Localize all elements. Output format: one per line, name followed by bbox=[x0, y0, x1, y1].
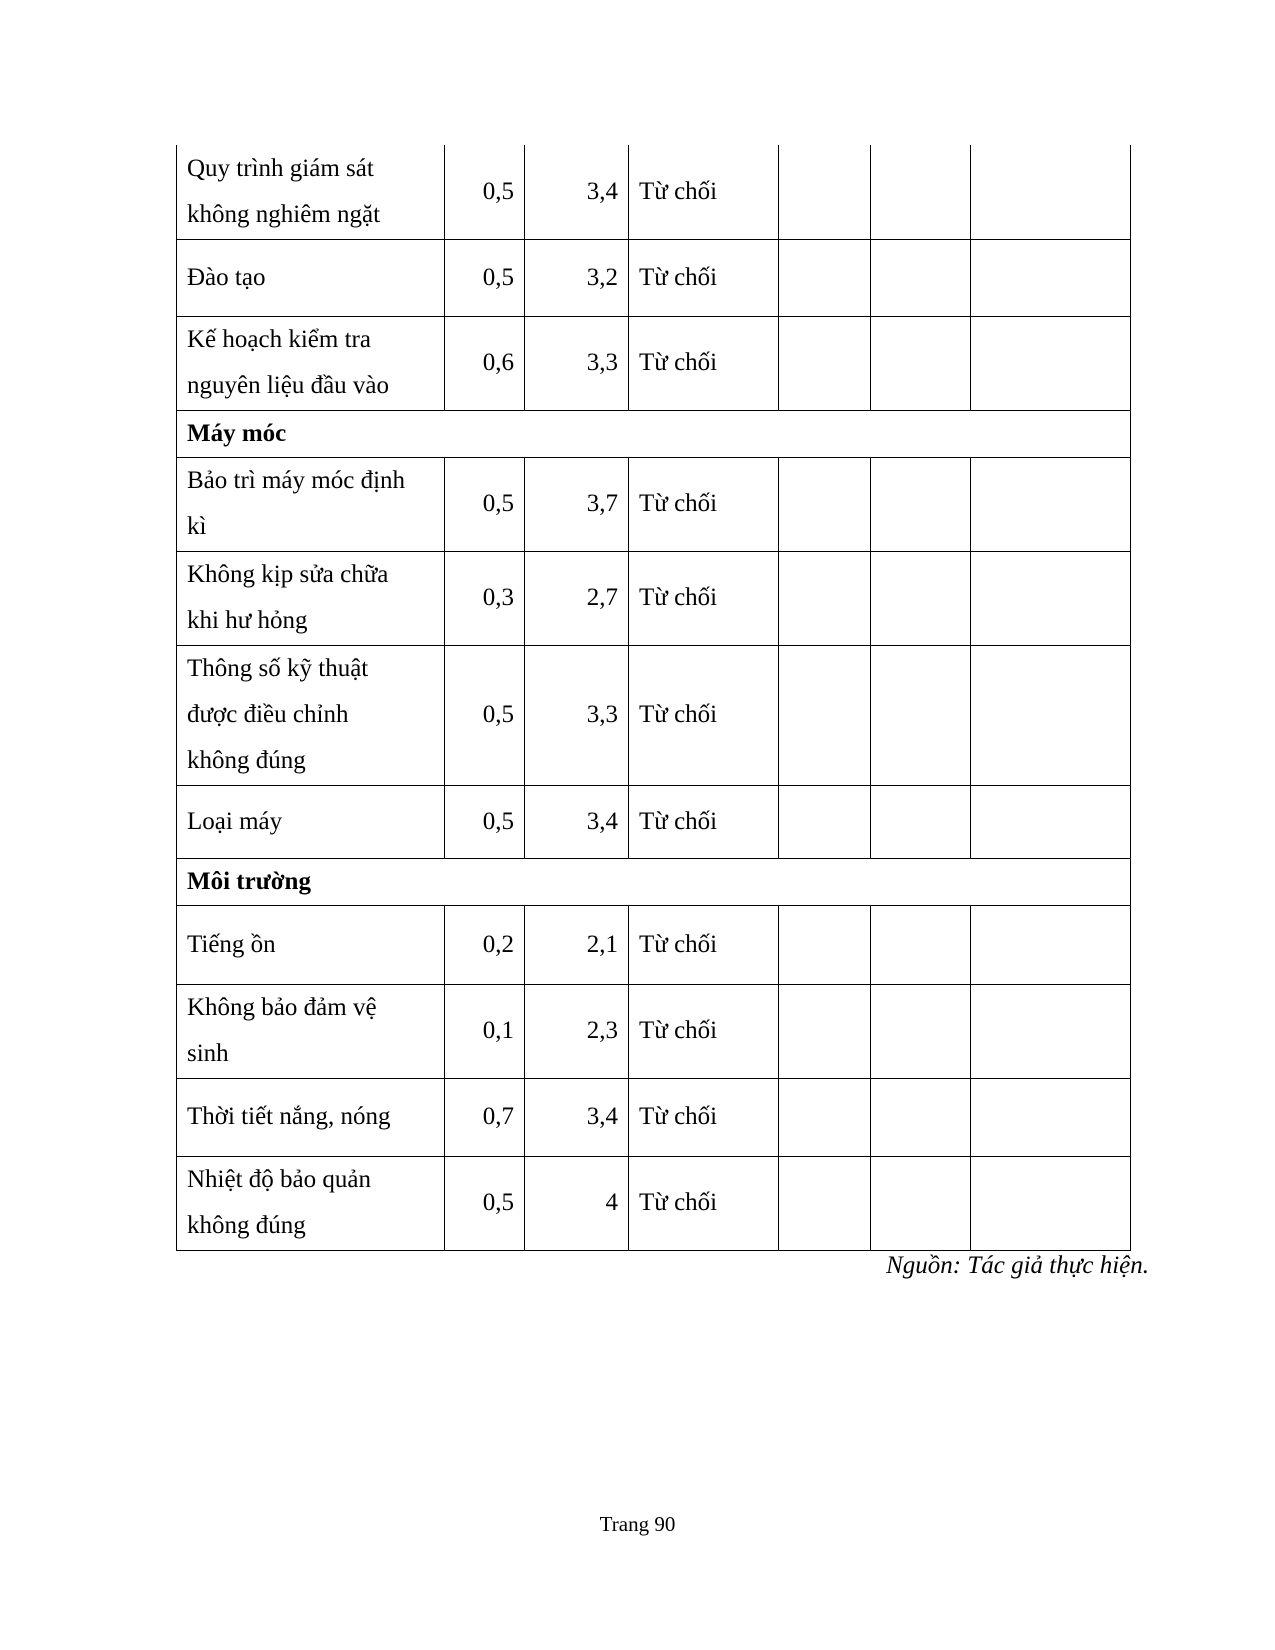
factor-label-line: Loại máy bbox=[187, 807, 283, 835]
factor-label-line: sinh bbox=[187, 1040, 229, 1067]
value-1-cell: 0,5 bbox=[445, 1156, 525, 1250]
value-1-cell: 0,6 bbox=[445, 316, 525, 410]
empty-cell bbox=[779, 1156, 871, 1250]
decision-cell: Từ chối bbox=[629, 239, 779, 316]
empty-cell bbox=[871, 645, 971, 785]
table-row bbox=[177, 1156, 1131, 1250]
section-header-row bbox=[177, 858, 1131, 905]
table-row bbox=[177, 145, 1131, 239]
factor-label bbox=[177, 905, 445, 984]
factor-label-line: khi hư hỏng bbox=[187, 607, 308, 634]
empty-cell bbox=[779, 1078, 871, 1156]
factor-label-line: được điều chỉnh bbox=[187, 701, 349, 728]
empty-cell bbox=[871, 1078, 971, 1156]
empty-cell bbox=[971, 551, 1131, 645]
table-row bbox=[177, 1078, 1131, 1156]
decision-cell: Từ chối bbox=[629, 785, 779, 858]
decision-cell: Từ chối bbox=[629, 551, 779, 645]
factor-label bbox=[177, 1078, 445, 1156]
factor-label bbox=[177, 145, 445, 239]
empty-cell bbox=[871, 316, 971, 410]
empty-cell bbox=[779, 239, 871, 316]
factor-label bbox=[177, 1156, 445, 1250]
value-2-cell: 3,4 bbox=[525, 785, 629, 858]
decision-cell: Từ chối bbox=[629, 984, 779, 1078]
empty-cell bbox=[871, 239, 971, 316]
table-row bbox=[177, 785, 1131, 858]
empty-cell bbox=[971, 645, 1131, 785]
factor-label-line: không nghiêm ngặt bbox=[187, 200, 381, 228]
table-row bbox=[177, 905, 1131, 984]
empty-cell bbox=[871, 457, 971, 551]
empty-cell bbox=[779, 457, 871, 551]
decision-cell: Từ chối bbox=[629, 1078, 779, 1156]
table-row bbox=[177, 645, 1131, 785]
empty-cell bbox=[779, 645, 871, 785]
factor-label-line: Nhiệt độ bảo quản bbox=[187, 1166, 371, 1193]
decision-cell: Từ chối bbox=[629, 905, 779, 984]
source-note: Nguồn: Tác giả thực hiện. bbox=[886, 1252, 1149, 1279]
value-1-cell: 0,5 bbox=[445, 457, 525, 551]
value-2-cell: 3,2 bbox=[525, 239, 629, 316]
value-2-cell: 2,1 bbox=[525, 905, 629, 984]
value-1-cell: 0,5 bbox=[445, 239, 525, 316]
value-1-cell: 0,2 bbox=[445, 905, 525, 984]
factor-label-line: không đúng bbox=[187, 747, 306, 774]
empty-cell bbox=[871, 905, 971, 984]
value-2-cell: 4 bbox=[525, 1156, 629, 1250]
empty-cell bbox=[971, 1078, 1131, 1156]
factor-label-line: Thông số kỹ thuật bbox=[187, 655, 369, 682]
value-2-cell: 3,7 bbox=[525, 457, 629, 551]
factor-label bbox=[177, 239, 445, 316]
empty-cell bbox=[779, 785, 871, 858]
section-header-row bbox=[177, 410, 1131, 457]
value-2-cell: 2,3 bbox=[525, 984, 629, 1078]
value-1-cell: 0,5 bbox=[445, 645, 525, 785]
empty-cell bbox=[779, 145, 871, 239]
decision-cell: Từ chối bbox=[629, 316, 779, 410]
factor-label-line: Tiếng ồn bbox=[187, 930, 276, 958]
decision-cell: Từ chối bbox=[629, 1156, 779, 1250]
factor-label-line: Thời tiết nắng, nóng bbox=[187, 1103, 391, 1130]
factor-label-line: Không kịp sửa chữa bbox=[187, 561, 389, 588]
page-number: Trang 90 bbox=[599, 1512, 676, 1536]
empty-cell bbox=[971, 316, 1131, 410]
empty-cell bbox=[871, 1156, 971, 1250]
empty-cell bbox=[971, 145, 1131, 239]
value-2-cell: 3,4 bbox=[525, 145, 629, 239]
decision-cell: Từ chối bbox=[629, 145, 779, 239]
factor-label-line: không đúng bbox=[187, 1212, 306, 1239]
factor-label-line: Quy trình giám sát bbox=[187, 154, 374, 182]
value-1-cell: 0,1 bbox=[445, 984, 525, 1078]
table-row bbox=[177, 316, 1131, 410]
empty-cell bbox=[971, 1156, 1131, 1250]
table-row bbox=[177, 984, 1131, 1078]
factor-label bbox=[177, 551, 445, 645]
data-table bbox=[176, 145, 1131, 1251]
empty-cell bbox=[779, 905, 871, 984]
factor-label-line: nguyên liệu đầu vào bbox=[187, 372, 390, 399]
value-2-cell: 2,7 bbox=[525, 551, 629, 645]
value-1-cell: 0,3 bbox=[445, 551, 525, 645]
factor-label bbox=[177, 785, 445, 858]
value-2-cell: 3,3 bbox=[525, 645, 629, 785]
empty-cell bbox=[971, 457, 1131, 551]
empty-cell bbox=[871, 785, 971, 858]
empty-cell bbox=[779, 551, 871, 645]
factor-label bbox=[177, 316, 445, 410]
factor-label bbox=[177, 645, 445, 785]
value-1-cell: 0,5 bbox=[445, 785, 525, 858]
factor-label bbox=[177, 457, 445, 551]
value-2-cell: 3,3 bbox=[525, 316, 629, 410]
decision-cell: Từ chối bbox=[629, 457, 779, 551]
value-1-cell: 0,5 bbox=[445, 145, 525, 239]
table-row bbox=[177, 551, 1131, 645]
factor-label-line: kì bbox=[187, 513, 207, 540]
value-1-cell: 0,7 bbox=[445, 1078, 525, 1156]
empty-cell bbox=[871, 551, 971, 645]
empty-cell bbox=[779, 316, 871, 410]
factor-label-line: Bảo trì máy móc định bbox=[187, 467, 406, 494]
section-title: Máy móc bbox=[177, 410, 1131, 457]
factor-label bbox=[177, 984, 445, 1078]
factor-label-line: Không bảo đảm vệ bbox=[187, 994, 377, 1021]
table-row bbox=[177, 239, 1131, 316]
table-row bbox=[177, 457, 1131, 551]
table-body bbox=[177, 145, 1131, 1250]
section-title: Môi trường bbox=[177, 858, 1131, 905]
empty-cell bbox=[871, 145, 971, 239]
decision-cell: Từ chối bbox=[629, 645, 779, 785]
empty-cell bbox=[971, 239, 1131, 316]
factor-label-line: Đào tạo bbox=[187, 263, 266, 291]
value-2-cell: 3,4 bbox=[525, 1078, 629, 1156]
empty-cell bbox=[871, 984, 971, 1078]
empty-cell bbox=[971, 785, 1131, 858]
factor-label-line: Kế hoạch kiểm tra bbox=[187, 326, 371, 353]
empty-cell bbox=[779, 984, 871, 1078]
empty-cell bbox=[971, 905, 1131, 984]
empty-cell bbox=[971, 984, 1131, 1078]
